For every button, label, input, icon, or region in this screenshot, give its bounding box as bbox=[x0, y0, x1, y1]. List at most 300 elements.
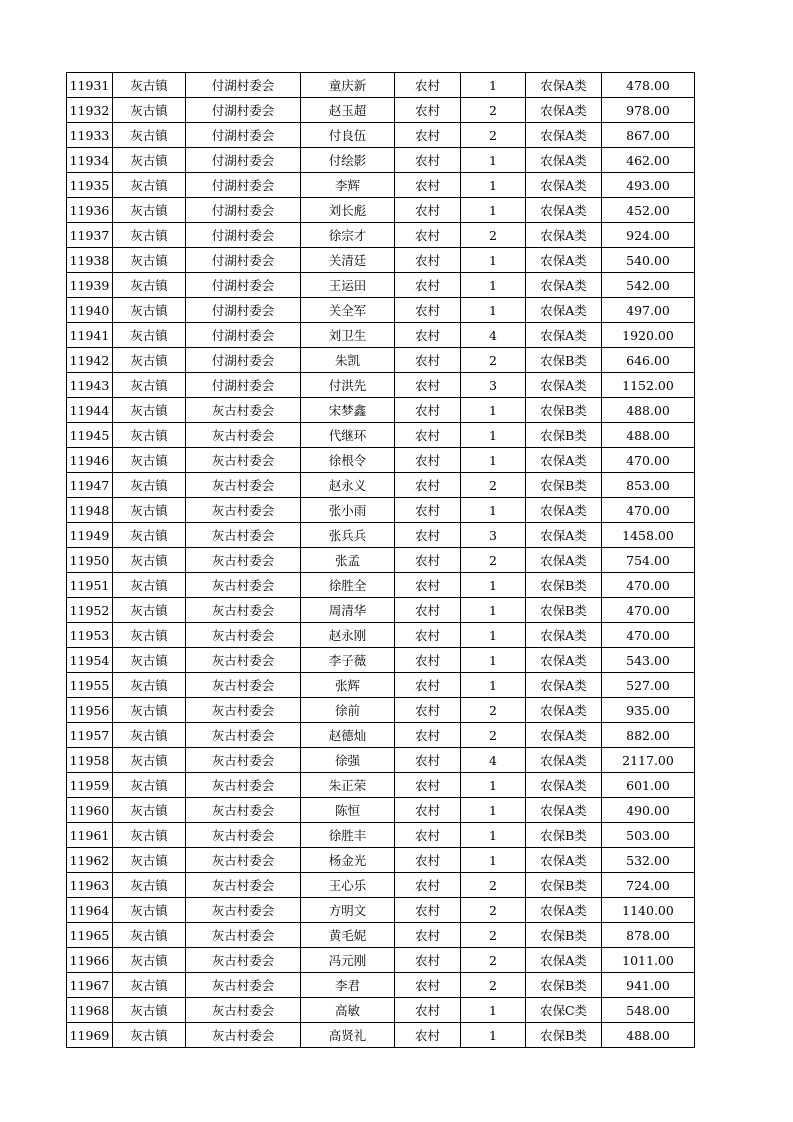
cell-id: 11954 bbox=[67, 648, 113, 673]
cell-amount: 470.00 bbox=[602, 573, 695, 598]
cell-village: 付湖村委会 bbox=[186, 248, 301, 273]
cell-count: 2 bbox=[461, 548, 526, 573]
cell-town: 灰古镇 bbox=[113, 948, 186, 973]
table-row bbox=[67, 648, 695, 673]
cell-name: 张辉 bbox=[301, 673, 395, 698]
cell-count: 2 bbox=[461, 98, 526, 123]
cell-type: 农保A类 bbox=[526, 673, 602, 698]
cell-town: 灰古镇 bbox=[113, 448, 186, 473]
cell-id: 11931 bbox=[67, 73, 113, 98]
cell-town: 灰古镇 bbox=[113, 173, 186, 198]
table-row bbox=[67, 273, 695, 298]
cell-type: 农保A类 bbox=[526, 273, 602, 298]
cell-name: 代继环 bbox=[301, 423, 395, 448]
cell-amount: 452.00 bbox=[602, 198, 695, 223]
table-row bbox=[67, 473, 695, 498]
cell-count: 2 bbox=[461, 223, 526, 248]
cell-type: 农保A类 bbox=[526, 948, 602, 973]
cell-type: 农保A类 bbox=[526, 698, 602, 723]
cell-count: 2 bbox=[461, 898, 526, 923]
cell-amount: 542.00 bbox=[602, 273, 695, 298]
cell-type: 农保A类 bbox=[526, 848, 602, 873]
cell-name: 李辉 bbox=[301, 173, 395, 198]
cell-type: 农保C类 bbox=[526, 998, 602, 1023]
cell-type: 农保A类 bbox=[526, 73, 602, 98]
cell-area: 农村 bbox=[395, 223, 461, 248]
cell-town: 灰古镇 bbox=[113, 573, 186, 598]
cell-village: 灰古村委会 bbox=[186, 448, 301, 473]
cell-amount: 1011.00 bbox=[602, 948, 695, 973]
cell-town: 灰古镇 bbox=[113, 673, 186, 698]
table-row bbox=[67, 948, 695, 973]
table-row bbox=[67, 873, 695, 898]
cell-name: 徐根令 bbox=[301, 448, 395, 473]
cell-village: 付湖村委会 bbox=[186, 173, 301, 198]
cell-id: 11949 bbox=[67, 523, 113, 548]
cell-town: 灰古镇 bbox=[113, 298, 186, 323]
cell-amount: 493.00 bbox=[602, 173, 695, 198]
cell-name: 黄毛妮 bbox=[301, 923, 395, 948]
cell-name: 付良伍 bbox=[301, 123, 395, 148]
table-row bbox=[67, 98, 695, 123]
cell-id: 11952 bbox=[67, 598, 113, 623]
cell-type: 农保B类 bbox=[526, 398, 602, 423]
table-row bbox=[67, 298, 695, 323]
cell-type: 农保A类 bbox=[526, 173, 602, 198]
cell-area: 农村 bbox=[395, 148, 461, 173]
cell-town: 灰古镇 bbox=[113, 873, 186, 898]
cell-amount: 488.00 bbox=[602, 423, 695, 448]
cell-area: 农村 bbox=[395, 473, 461, 498]
cell-town: 灰古镇 bbox=[113, 1023, 186, 1048]
cell-area: 农村 bbox=[395, 1023, 461, 1048]
table-row bbox=[67, 973, 695, 998]
table-row bbox=[67, 848, 695, 873]
cell-id: 11936 bbox=[67, 198, 113, 223]
cell-type: 农保A类 bbox=[526, 198, 602, 223]
cell-town: 灰古镇 bbox=[113, 648, 186, 673]
roster-table bbox=[66, 72, 695, 1048]
table-row bbox=[67, 898, 695, 923]
cell-type: 农保A类 bbox=[526, 248, 602, 273]
cell-village: 付湖村委会 bbox=[186, 148, 301, 173]
cell-village: 灰古村委会 bbox=[186, 748, 301, 773]
table-row bbox=[67, 923, 695, 948]
cell-town: 灰古镇 bbox=[113, 548, 186, 573]
cell-area: 农村 bbox=[395, 398, 461, 423]
cell-name: 朱正荣 bbox=[301, 773, 395, 798]
cell-village: 付湖村委会 bbox=[186, 123, 301, 148]
cell-count: 1 bbox=[461, 423, 526, 448]
cell-amount: 548.00 bbox=[602, 998, 695, 1023]
cell-type: 农保B类 bbox=[526, 423, 602, 448]
cell-area: 农村 bbox=[395, 798, 461, 823]
cell-village: 灰古村委会 bbox=[186, 948, 301, 973]
cell-id: 11932 bbox=[67, 98, 113, 123]
cell-area: 农村 bbox=[395, 598, 461, 623]
cell-village: 灰古村委会 bbox=[186, 548, 301, 573]
cell-id: 11968 bbox=[67, 998, 113, 1023]
cell-village: 付湖村委会 bbox=[186, 73, 301, 98]
cell-town: 灰古镇 bbox=[113, 323, 186, 348]
cell-name: 付洪先 bbox=[301, 373, 395, 398]
cell-type: 农保B类 bbox=[526, 598, 602, 623]
cell-type: 农保A类 bbox=[526, 523, 602, 548]
cell-town: 灰古镇 bbox=[113, 498, 186, 523]
cell-amount: 488.00 bbox=[602, 398, 695, 423]
cell-area: 农村 bbox=[395, 273, 461, 298]
cell-type: 农保B类 bbox=[526, 573, 602, 598]
cell-town: 灰古镇 bbox=[113, 823, 186, 848]
cell-village: 付湖村委会 bbox=[186, 273, 301, 298]
cell-type: 农保A类 bbox=[526, 148, 602, 173]
cell-village: 灰古村委会 bbox=[186, 798, 301, 823]
cell-name: 徐强 bbox=[301, 748, 395, 773]
cell-type: 农保B类 bbox=[526, 473, 602, 498]
cell-type: 农保A类 bbox=[526, 798, 602, 823]
cell-id: 11957 bbox=[67, 723, 113, 748]
table-row bbox=[67, 998, 695, 1023]
cell-type: 农保B类 bbox=[526, 823, 602, 848]
cell-name: 刘长彪 bbox=[301, 198, 395, 223]
cell-village: 灰古村委会 bbox=[186, 398, 301, 423]
cell-name: 赵永义 bbox=[301, 473, 395, 498]
cell-area: 农村 bbox=[395, 73, 461, 98]
cell-amount: 532.00 bbox=[602, 848, 695, 873]
table-row bbox=[67, 548, 695, 573]
cell-amount: 1458.00 bbox=[602, 523, 695, 548]
cell-amount: 601.00 bbox=[602, 773, 695, 798]
cell-count: 4 bbox=[461, 323, 526, 348]
cell-amount: 853.00 bbox=[602, 473, 695, 498]
cell-name: 张小雨 bbox=[301, 498, 395, 523]
cell-village: 灰古村委会 bbox=[186, 848, 301, 873]
cell-name: 张兵兵 bbox=[301, 523, 395, 548]
cell-town: 灰古镇 bbox=[113, 123, 186, 148]
cell-type: 农保A类 bbox=[526, 323, 602, 348]
cell-count: 1 bbox=[461, 998, 526, 1023]
cell-amount: 867.00 bbox=[602, 123, 695, 148]
cell-type: 农保A类 bbox=[526, 723, 602, 748]
cell-village: 付湖村委会 bbox=[186, 373, 301, 398]
cell-area: 农村 bbox=[395, 923, 461, 948]
cell-amount: 1140.00 bbox=[602, 898, 695, 923]
cell-id: 11967 bbox=[67, 973, 113, 998]
cell-town: 灰古镇 bbox=[113, 73, 186, 98]
cell-name: 关全军 bbox=[301, 298, 395, 323]
cell-area: 农村 bbox=[395, 973, 461, 998]
cell-name: 童庆新 bbox=[301, 73, 395, 98]
cell-name: 杨金光 bbox=[301, 848, 395, 873]
cell-village: 灰古村委会 bbox=[186, 923, 301, 948]
cell-name: 赵玉超 bbox=[301, 98, 395, 123]
cell-area: 农村 bbox=[395, 123, 461, 148]
table-row bbox=[67, 173, 695, 198]
cell-area: 农村 bbox=[395, 898, 461, 923]
cell-count: 1 bbox=[461, 73, 526, 98]
cell-id: 11933 bbox=[67, 123, 113, 148]
table-row bbox=[67, 798, 695, 823]
table-row bbox=[67, 123, 695, 148]
cell-town: 灰古镇 bbox=[113, 998, 186, 1023]
cell-count: 1 bbox=[461, 648, 526, 673]
cell-town: 灰古镇 bbox=[113, 598, 186, 623]
cell-village: 付湖村委会 bbox=[186, 198, 301, 223]
table-row bbox=[67, 423, 695, 448]
cell-count: 1 bbox=[461, 823, 526, 848]
cell-village: 付湖村委会 bbox=[186, 323, 301, 348]
cell-amount: 462.00 bbox=[602, 148, 695, 173]
cell-amount: 754.00 bbox=[602, 548, 695, 573]
cell-amount: 1152.00 bbox=[602, 373, 695, 398]
cell-type: 农保A类 bbox=[526, 648, 602, 673]
cell-amount: 2117.00 bbox=[602, 748, 695, 773]
cell-village: 灰古村委会 bbox=[186, 898, 301, 923]
cell-name: 宋梦鑫 bbox=[301, 398, 395, 423]
cell-area: 农村 bbox=[395, 873, 461, 898]
cell-area: 农村 bbox=[395, 748, 461, 773]
cell-count: 1 bbox=[461, 498, 526, 523]
cell-count: 2 bbox=[461, 948, 526, 973]
cell-count: 1 bbox=[461, 248, 526, 273]
cell-count: 1 bbox=[461, 148, 526, 173]
table-row bbox=[67, 773, 695, 798]
cell-town: 灰古镇 bbox=[113, 773, 186, 798]
cell-id: 11948 bbox=[67, 498, 113, 523]
cell-count: 3 bbox=[461, 523, 526, 548]
cell-area: 农村 bbox=[395, 523, 461, 548]
cell-town: 灰古镇 bbox=[113, 798, 186, 823]
cell-amount: 978.00 bbox=[602, 98, 695, 123]
cell-type: 农保A类 bbox=[526, 298, 602, 323]
cell-id: 11961 bbox=[67, 823, 113, 848]
cell-town: 灰古镇 bbox=[113, 223, 186, 248]
cell-name: 付绘影 bbox=[301, 148, 395, 173]
cell-village: 灰古村委会 bbox=[186, 573, 301, 598]
cell-town: 灰古镇 bbox=[113, 748, 186, 773]
cell-id: 11944 bbox=[67, 398, 113, 423]
cell-area: 农村 bbox=[395, 248, 461, 273]
cell-type: 农保B类 bbox=[526, 973, 602, 998]
cell-type: 农保A类 bbox=[526, 548, 602, 573]
cell-name: 李子薇 bbox=[301, 648, 395, 673]
cell-town: 灰古镇 bbox=[113, 148, 186, 173]
cell-name: 王心乐 bbox=[301, 873, 395, 898]
cell-count: 1 bbox=[461, 673, 526, 698]
cell-area: 农村 bbox=[395, 198, 461, 223]
cell-type: 农保A类 bbox=[526, 498, 602, 523]
cell-type: 农保A类 bbox=[526, 898, 602, 923]
cell-amount: 490.00 bbox=[602, 798, 695, 823]
cell-name: 王运田 bbox=[301, 273, 395, 298]
cell-amount: 527.00 bbox=[602, 673, 695, 698]
cell-name: 冯元刚 bbox=[301, 948, 395, 973]
cell-village: 灰古村委会 bbox=[186, 873, 301, 898]
table-row bbox=[67, 148, 695, 173]
cell-village: 灰古村委会 bbox=[186, 973, 301, 998]
cell-id: 11969 bbox=[67, 1023, 113, 1048]
table-row bbox=[67, 373, 695, 398]
cell-area: 农村 bbox=[395, 948, 461, 973]
cell-count: 1 bbox=[461, 273, 526, 298]
cell-name: 赵德灿 bbox=[301, 723, 395, 748]
table-row bbox=[67, 573, 695, 598]
cell-village: 灰古村委会 bbox=[186, 998, 301, 1023]
cell-village: 付湖村委会 bbox=[186, 98, 301, 123]
table-row bbox=[67, 598, 695, 623]
cell-name: 李君 bbox=[301, 973, 395, 998]
cell-town: 灰古镇 bbox=[113, 423, 186, 448]
cell-count: 1 bbox=[461, 398, 526, 423]
cell-village: 灰古村委会 bbox=[186, 698, 301, 723]
cell-count: 2 bbox=[461, 723, 526, 748]
cell-amount: 941.00 bbox=[602, 973, 695, 998]
cell-village: 灰古村委会 bbox=[186, 673, 301, 698]
cell-area: 农村 bbox=[395, 823, 461, 848]
cell-id: 11955 bbox=[67, 673, 113, 698]
cell-area: 农村 bbox=[395, 698, 461, 723]
cell-area: 农村 bbox=[395, 648, 461, 673]
cell-area: 农村 bbox=[395, 623, 461, 648]
cell-type: 农保A类 bbox=[526, 448, 602, 473]
cell-village: 灰古村委会 bbox=[186, 473, 301, 498]
cell-count: 1 bbox=[461, 598, 526, 623]
cell-area: 农村 bbox=[395, 448, 461, 473]
cell-count: 1 bbox=[461, 773, 526, 798]
cell-id: 11937 bbox=[67, 223, 113, 248]
cell-count: 1 bbox=[461, 1023, 526, 1048]
cell-id: 11946 bbox=[67, 448, 113, 473]
cell-town: 灰古镇 bbox=[113, 473, 186, 498]
cell-type: 农保B类 bbox=[526, 873, 602, 898]
cell-id: 11942 bbox=[67, 348, 113, 373]
table-row bbox=[67, 523, 695, 548]
cell-amount: 1920.00 bbox=[602, 323, 695, 348]
cell-id: 11956 bbox=[67, 698, 113, 723]
cell-area: 农村 bbox=[395, 298, 461, 323]
cell-id: 11962 bbox=[67, 848, 113, 873]
cell-area: 农村 bbox=[395, 723, 461, 748]
table-row bbox=[67, 198, 695, 223]
cell-count: 1 bbox=[461, 173, 526, 198]
cell-id: 11965 bbox=[67, 923, 113, 948]
cell-count: 1 bbox=[461, 448, 526, 473]
cell-amount: 882.00 bbox=[602, 723, 695, 748]
cell-village: 灰古村委会 bbox=[186, 523, 301, 548]
cell-village: 付湖村委会 bbox=[186, 348, 301, 373]
cell-name: 周清华 bbox=[301, 598, 395, 623]
cell-name: 方明文 bbox=[301, 898, 395, 923]
cell-count: 1 bbox=[461, 798, 526, 823]
cell-id: 11941 bbox=[67, 323, 113, 348]
cell-town: 灰古镇 bbox=[113, 273, 186, 298]
table-row bbox=[67, 723, 695, 748]
cell-id: 11964 bbox=[67, 898, 113, 923]
cell-name: 徐宗才 bbox=[301, 223, 395, 248]
cell-town: 灰古镇 bbox=[113, 698, 186, 723]
cell-id: 11945 bbox=[67, 423, 113, 448]
cell-area: 农村 bbox=[395, 498, 461, 523]
cell-area: 农村 bbox=[395, 998, 461, 1023]
cell-count: 1 bbox=[461, 198, 526, 223]
cell-count: 2 bbox=[461, 973, 526, 998]
cell-village: 灰古村委会 bbox=[186, 773, 301, 798]
cell-village: 灰古村委会 bbox=[186, 623, 301, 648]
cell-count: 1 bbox=[461, 848, 526, 873]
cell-type: 农保A类 bbox=[526, 123, 602, 148]
cell-id: 11934 bbox=[67, 148, 113, 173]
table-row bbox=[67, 348, 695, 373]
cell-count: 2 bbox=[461, 698, 526, 723]
cell-count: 1 bbox=[461, 573, 526, 598]
cell-area: 农村 bbox=[395, 173, 461, 198]
cell-count: 1 bbox=[461, 298, 526, 323]
cell-amount: 646.00 bbox=[602, 348, 695, 373]
cell-id: 11935 bbox=[67, 173, 113, 198]
table-row bbox=[67, 448, 695, 473]
cell-village: 灰古村委会 bbox=[186, 1023, 301, 1048]
table-row bbox=[67, 323, 695, 348]
cell-name: 朱凯 bbox=[301, 348, 395, 373]
cell-id: 11966 bbox=[67, 948, 113, 973]
cell-village: 付湖村委会 bbox=[186, 298, 301, 323]
cell-id: 11950 bbox=[67, 548, 113, 573]
cell-village: 灰古村委会 bbox=[186, 723, 301, 748]
cell-id: 11940 bbox=[67, 298, 113, 323]
cell-id: 11953 bbox=[67, 623, 113, 648]
cell-village: 灰古村委会 bbox=[186, 823, 301, 848]
cell-type: 农保A类 bbox=[526, 773, 602, 798]
cell-amount: 470.00 bbox=[602, 623, 695, 648]
cell-town: 灰古镇 bbox=[113, 848, 186, 873]
table-row bbox=[67, 698, 695, 723]
table-row bbox=[67, 248, 695, 273]
cell-town: 灰古镇 bbox=[113, 348, 186, 373]
cell-amount: 924.00 bbox=[602, 223, 695, 248]
cell-village: 灰古村委会 bbox=[186, 498, 301, 523]
cell-town: 灰古镇 bbox=[113, 973, 186, 998]
cell-town: 灰古镇 bbox=[113, 98, 186, 123]
cell-area: 农村 bbox=[395, 573, 461, 598]
cell-town: 灰古镇 bbox=[113, 373, 186, 398]
cell-type: 农保A类 bbox=[526, 223, 602, 248]
cell-area: 农村 bbox=[395, 848, 461, 873]
cell-count: 1 bbox=[461, 623, 526, 648]
table-row bbox=[67, 398, 695, 423]
cell-amount: 478.00 bbox=[602, 73, 695, 98]
cell-area: 农村 bbox=[395, 348, 461, 373]
cell-id: 11939 bbox=[67, 273, 113, 298]
cell-id: 11960 bbox=[67, 798, 113, 823]
cell-amount: 543.00 bbox=[602, 648, 695, 673]
cell-name: 关清廷 bbox=[301, 248, 395, 273]
table-row bbox=[67, 748, 695, 773]
cell-name: 徐前 bbox=[301, 698, 395, 723]
table-row bbox=[67, 823, 695, 848]
cell-amount: 503.00 bbox=[602, 823, 695, 848]
cell-count: 3 bbox=[461, 373, 526, 398]
cell-type: 农保A类 bbox=[526, 98, 602, 123]
cell-count: 2 bbox=[461, 923, 526, 948]
cell-area: 农村 bbox=[395, 323, 461, 348]
cell-amount: 470.00 bbox=[602, 498, 695, 523]
cell-area: 农村 bbox=[395, 773, 461, 798]
cell-town: 灰古镇 bbox=[113, 723, 186, 748]
roster-body bbox=[67, 73, 695, 1048]
cell-type: 农保A类 bbox=[526, 623, 602, 648]
cell-count: 4 bbox=[461, 748, 526, 773]
cell-town: 灰古镇 bbox=[113, 623, 186, 648]
